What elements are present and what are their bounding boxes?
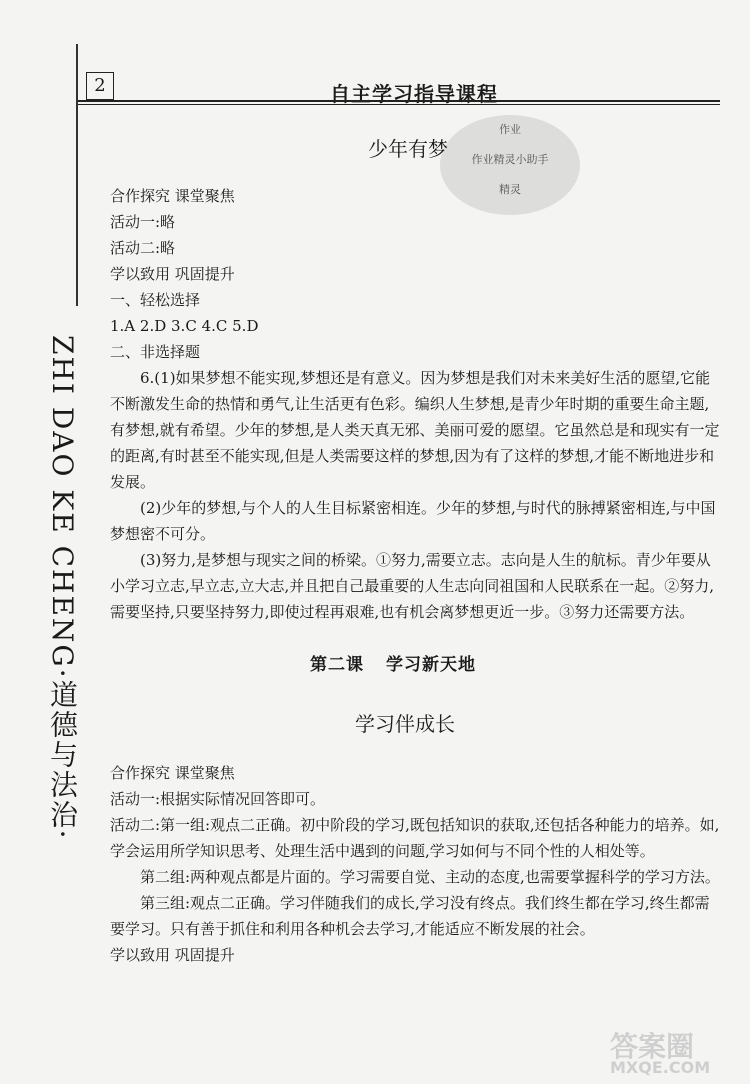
paragraph: 第三组:观点二正确。学习伴随我们的成长,学习没有终点。我们终生都在学习,终生都需要学习。只有善于抓住和利用各种机会去学习,才能适应不断发展的社会。 <box>110 894 710 938</box>
section-title: 少年有梦 <box>368 137 448 161</box>
watermark-stamp: 作业 作业精灵小助手 精灵 <box>440 115 580 215</box>
section2-body <box>110 760 722 968</box>
lesson-number: 第二课 <box>310 655 364 675</box>
lesson-name: 学习新天地 <box>386 655 476 675</box>
header-rule <box>78 100 720 105</box>
answer-line: 1.A 2.D 3.C 4.C 5.D <box>110 317 259 335</box>
margin-rule <box>76 44 78 306</box>
subheading: 合作探究 课堂聚焦 <box>110 187 235 205</box>
watermark-logo: 答案圈 <box>610 1030 695 1063</box>
paragraph: 活动二:第一组:观点二正确。初中阶段的学习,既包括知识的获取,还包括各种能力的培养。如,学会运用所学知识思考、处理生活中遇到的问题,学习如何与不同个性的人相处等。 <box>110 816 720 860</box>
text-line: 活动一:根据实际情况回答即可。 <box>110 790 326 808</box>
text-line: 一、轻松选择 <box>110 291 201 309</box>
subheading: 学以致用 巩固提升 <box>110 265 235 283</box>
subheading: 学以致用 巩固提升 <box>110 946 235 964</box>
side-title: ZHI DAO KE CHENG·道德与法治· <box>46 335 79 841</box>
paragraph: 第二组:两种观点都是片面的。学习需要自觉、主动的态度,也需要掌握科学的学习方法。 <box>140 868 720 886</box>
subheading: 合作探究 课堂聚焦 <box>110 764 235 782</box>
text-line: 活动二:略 <box>110 239 176 257</box>
paragraph: (2)少年的梦想,与个人的人生目标紧密相连。少年的梦想,与时代的脉搏紧密相连,与中国梦想密不可分。 <box>110 499 716 543</box>
paragraph: 6.(1)如果梦想不能实现,梦想还是有意义。因为梦想是我们对未来美好生活的愿望,它能不断激发生命的热情和勇气,让生活更有色彩。编织人生梦想,是青少年时期的重要生命主题,有梦想,就有希望。少年的梦想,是人类天真无邪、美丽可爱的愿望。它虽然总是和现实有一定的距离,有时甚至不能实现,但是人类需要这样的梦想,因为有了这样的梦想,才能不断地进步和发展。 <box>110 369 720 491</box>
section-title: 学习伴成长 <box>355 712 455 736</box>
text-line: 活动一:略 <box>110 213 176 231</box>
page-number: 2 <box>86 72 114 100</box>
lesson-heading <box>310 650 498 675</box>
paragraph: (3)努力,是梦想与现实之间的桥梁。①努力,需要立志。志向是人生的航标。青少年要从小学习立志,早立志,立大志,并且把自己最重要的人生志向同祖国和人民联系在一起。②努力,需要坚持,只要坚持努力,即使过程再艰难,也有机会离梦想更近一步。③努力还需要方法。 <box>110 551 715 621</box>
section1-body <box>110 183 722 625</box>
watermark-url: MXQE.COM <box>610 1058 711 1077</box>
text-line: 二、非选择题 <box>110 343 201 361</box>
header-title: 自主学习指导课程 <box>330 82 498 106</box>
